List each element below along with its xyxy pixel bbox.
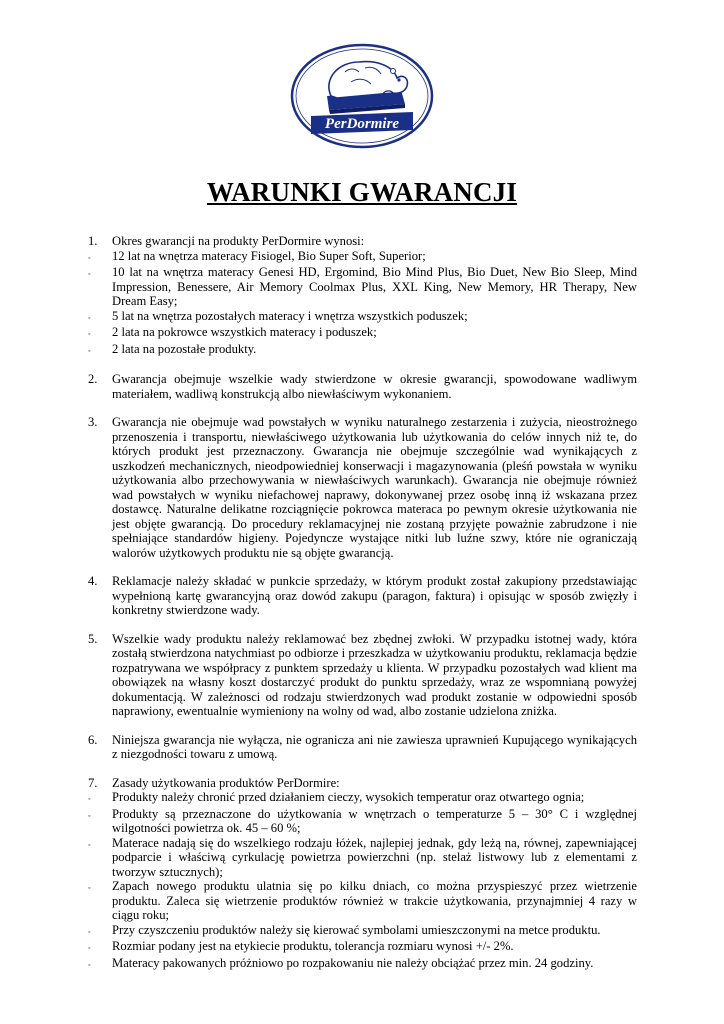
- numbered-item: [88, 574, 637, 618]
- item-number: 1.: [88, 234, 98, 248]
- item-text: Gwarancja obejmuje wszelkie wady stwierdzone w okresie gwarancji, spowodowane wadliwym materiałem, wadliwą konstrukcją albo niewłaściwym wykonaniem.: [112, 372, 637, 401]
- bullet-text: Rozmiar podany jest na etykiecie produktu, tolerancja rozmiaru wynosi +/- 2%.: [112, 939, 514, 953]
- terms-section: [88, 733, 637, 762]
- bullet-icon: ◦: [88, 944, 91, 952]
- bullet-item: [88, 325, 637, 342]
- logo-brand-text: PerDormire: [324, 116, 400, 132]
- bullet-text: Zapach nowego produktu ulatnia się po kilku dniach, co można przyspieszyć przez wietrzenie produktu. Zaleca się wietrzenie produktów również w trakcie użytkowania, przynajmniej 4 razy w ciągu roku;: [112, 879, 637, 922]
- bullet-icon: ◦: [88, 270, 91, 278]
- item-number: 5.: [88, 631, 98, 646]
- terms-section: [88, 372, 637, 401]
- perdormire-logo: [289, 38, 435, 150]
- bullet-text: 10 lat na wnętrza materacy Genesi HD, Ergomind, Bio Mind Plus, Bio Duet, New Bio Sleep, Mind Impression, Benessere, Air Memory Coolmax Plus, XXL King, New Memory, HR Therapy, New Dream Easy;: [112, 265, 637, 308]
- bullet-item: [88, 790, 637, 807]
- bullet-icon: ◦: [88, 346, 91, 355]
- bullet-item: [88, 249, 637, 266]
- terms-section: [88, 415, 637, 560]
- bullet-icon: ◦: [88, 927, 91, 936]
- bullet-text: Materacy pakowanych próżniowo po rozpakowaniu nie należy obciążać przez min. 24 godziny.: [112, 955, 594, 970]
- item-number: 6.: [88, 732, 98, 747]
- bullet-item: [88, 879, 637, 923]
- item-number: 2.: [88, 372, 98, 386]
- numbered-item: [88, 234, 637, 249]
- numbered-item: [88, 733, 637, 762]
- numbered-item: [88, 415, 637, 560]
- bullet-text: Produkty należy chronić przed działaniem cieczy, wysokich temperatur oraz otwartego ognia;: [112, 790, 585, 804]
- bullet-text: 12 lat na wnętrza materacy Fisiogel, Bio Super Soft, Superior;: [112, 248, 426, 263]
- bullet-item: [88, 265, 637, 309]
- item-text: Zasady użytkowania produktów PerDormire:: [112, 775, 340, 790]
- bullet-icon: ◦: [88, 884, 91, 892]
- bullet-text: Materace nadają się do wszelkiego rodzaju łóżek, najlepiej jednak, gdy leżą na, równej, zapewniającej podparcie i właściwą cyrkulację powietrza powierzchni (np. stelaż listwowy lub z elementami z tworzyw sztucznych);: [112, 835, 637, 879]
- bullet-text: 2 lata na pozostałe produkty.: [112, 341, 257, 356]
- terms-section: [88, 632, 637, 719]
- terms-section: [88, 234, 637, 358]
- bullet-item: [88, 342, 637, 359]
- terms-section: [88, 574, 637, 618]
- bullet-icon: ◦: [88, 253, 91, 262]
- bullet-item: [88, 923, 637, 940]
- bullet-icon: ◦: [88, 313, 91, 322]
- page-title: WARUNKI GWARANCJI: [206, 177, 518, 207]
- item-text: Reklamacje należy składać w punkcie sprzedaży, w którym produkt został zakupiony przedstawiając wypełnioną kartę gwarancyjną oraz dowód zakupu (paragon, faktura) i opisując w sposób zwięzły i konkretny stwierdzone wady.: [112, 574, 637, 617]
- numbered-item: [88, 632, 637, 719]
- bullet-icon: ◦: [88, 795, 91, 803]
- item-text: Niniejsza gwarancja nie wyłącza, nie ogranicza ani nie zawiesza uprawnień Kupującego wynikających z niezgodności towaru z umową.: [112, 732, 637, 761]
- bullet-text: 5 lat na wnętrza pozostałych materacy i wnętrza wszystkich poduszek;: [112, 308, 468, 323]
- bullet-item: [88, 939, 637, 956]
- item-text: Gwarancja nie obejmuje wad powstałych w wyniku naturalnego zestarzenia i zużycia, nieostrożnego przenoszenia i transportu, niewłaściwego użytkowania lub użytkowania do celów innych niż te, do których produkt jest przeznaczony. Gwarancja nie obejmuje szczególnie wad wynikających z uszkodzeń mechanicznych, nieodpowiedniej konserwacji i magazynowania (pleśń powstała w wyniku użytkowania albo przechowywania w niewłaściwych warunkach). Gwarancja nie obejmuje również wad powstałych w wyniku niefachowej naprawy, dokonywanej przez osobę inną iż wskazana przez dostawcę. Naturalne delikatne rozciągnięcie pokrowca materaca po pewnym okresie użytkowania nie jest objęte gwarancją. Do procedury reklamacyjnej nie zostaną przyjęte poważnie zabrudzone i nie spełniające standardów higieny. Pojedyncze wystające nitki lub luźne szwy, które nie ograniczają walorów użytkowych produktu nie są objęte gwarancją.: [112, 415, 637, 560]
- item-number: 7.: [88, 775, 98, 790]
- bullet-icon: ◦: [88, 811, 91, 820]
- bullet-text: 2 lata na pokrowce wszystkich materacy i poduszek;: [112, 325, 377, 339]
- warranty-terms: [88, 234, 637, 986]
- bullet-text: Przy czyszczeniu produktów należy się kierować symbolami umieszczonymi na metce produktu.: [112, 922, 601, 937]
- bullet-icon: ◦: [88, 840, 91, 849]
- bullet-item: [88, 807, 637, 836]
- item-number: 4.: [88, 574, 98, 588]
- item-text: Okres gwarancji na produkty PerDormire wynosi:: [112, 234, 365, 248]
- bear-logo-icon: [289, 38, 435, 150]
- bullet-item: [88, 956, 637, 973]
- item-number: 3.: [88, 415, 98, 429]
- item-text: Wszelkie wady produktu należy reklamować bez zbędnej zwłoki. W przypadku istotnej wady, która zostałą stwierdzona natychmiast po odbiorze i przeszkadza w użytkowaniu produktu, reklamacja będzie rozpatrywana we współpracy z punktem sprzedaży u klienta. W przypadku pozostałych wad klient ma obowiązek na własny koszt dostarczyć produkt do punktu sprzedaży, wraz ze wspomnianą powyżej dokumentacją. W zależnosci od rodzaju stwierdzonych wad produkt zostanie w odpowiedni sposób naprawiony, ewentualnie wymieniony na wolny od wad, albo zostanie udzielona zniżka.: [112, 631, 637, 718]
- bullet-icon: ◦: [88, 960, 91, 969]
- bullet-item: [88, 836, 637, 880]
- bullet-item: [88, 309, 637, 326]
- numbered-item: [88, 776, 637, 791]
- numbered-item: [88, 372, 637, 401]
- terms-section: [88, 776, 637, 973]
- bullet-icon: ◦: [88, 330, 91, 338]
- bullet-text: Produkty są przeznaczone do użytkowania w wnętrzach o temperaturze 5 – 30° C i względnej wilgotności powietrza ok. 45 – 60 %;: [112, 806, 637, 835]
